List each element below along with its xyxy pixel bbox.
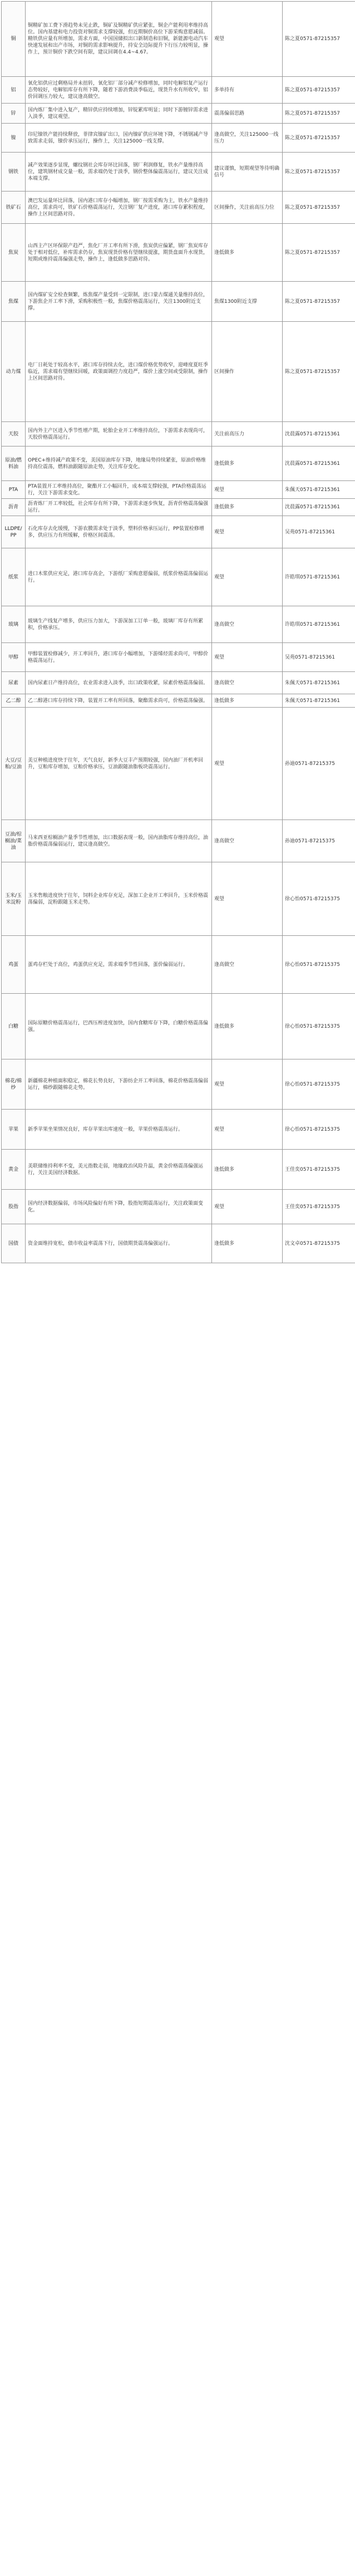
table-row [2,994,355,1059]
strategy-text-cell [212,1110,283,1150]
strategy-text-cell [212,1190,283,1224]
market-comment: 国内煤矿安全检查频繁，炼焦煤产量受到一定限制，进口蒙古煤通关量维持高位，下游焦企开工率下滑，采购积极性一般，焦煤价格震荡运行，关注1300附近支撑。 [28,292,208,311]
strategy-text-cell [212,224,283,282]
product-name: 锌 [11,111,16,116]
analyst-contact: 沈晨露0571-87215361 [285,460,355,467]
product-name-cell [2,153,26,192]
table-row [2,1059,355,1110]
market-comment-cell [26,1224,212,1263]
strategy-text-cell [212,481,283,499]
market-comment-cell [26,643,212,672]
product-name-cell [2,862,26,936]
product-name-cell [2,282,26,322]
table-body [2,2,355,1263]
product-name: 大豆/豆粕/豆油 [5,758,22,770]
strategy-text-cell [212,2,283,77]
table-row [2,77,355,104]
strategy-text: 逢低做多 [214,460,280,467]
market-comment: OPEC+维持减产政策不变，美国原油库存下降，地缘局势持续紧张，原油价格维持高位震荡，燃料油跟随原油走势，关注库存变化。 [28,458,206,470]
product-name-cell [2,192,26,224]
product-name-cell [2,104,26,124]
analyst-contact-cell [283,153,355,192]
table-row [2,1150,355,1190]
strategy-text: 逢低做多 [214,1240,280,1247]
market-comment: 石化库存去化缓慢，下游农膜需求处于淡季，塑料价格承压运行，PP装置检修增多，供应压力有所缓解，价格区间震荡。 [28,526,204,538]
analyst-contact-cell [283,446,355,481]
analyst-contact-cell [283,994,355,1059]
table-row [2,282,355,322]
product-name-cell [2,1110,26,1150]
strategy-text: 逢高做空 [214,838,280,845]
market-comment-cell [26,446,212,481]
product-name-cell [2,1150,26,1190]
market-comment: 国内外主产区进入季节性增产期，轮胎企业开工率维持高位，下游需求表现尚可，天胶价格震荡运行。 [28,428,208,440]
analyst-contact: 王佳奕0571-87215375 [285,1166,355,1173]
product-name: 铜 [11,36,16,42]
analyst-contact-cell [283,2,355,77]
commodity-research-table [1,1,355,1263]
analyst-contact: 许皓琪0571-87215361 [285,574,355,581]
strategy-text: 观望 [214,574,280,581]
analyst-contact-cell [283,672,355,694]
strategy-text-cell [212,1059,283,1110]
strategy-text: 建议谨慎，短期观望等待明确信号 [214,165,280,179]
product-name: 国债 [8,1241,18,1247]
market-comment: 美豆种植进度快于往年，天气良好，新季大豆丰产预期较强，国内油厂开机率回升，豆粕库存增加，豆粕价格承压，豆油跟随油脂板块震荡运行。 [28,758,203,770]
strategy-text-cell [212,548,283,606]
market-comment-cell [26,994,212,1059]
table-row [2,124,355,153]
strategy-text-cell [212,672,283,694]
market-comment: 澳巴发运量环比回落，国内港口库存小幅增加，钢厂按需采购为主，铁水产量维持高位，需求尚可，铁矿石价格震荡运行，关注钢厂复产进度，港口库存累积程度，操作上区间思路对待。 [28,198,208,217]
market-comment-cell [26,77,212,104]
strategy-text: 逢低做多 [214,698,280,704]
product-name: 玉米/玉米淀粉 [5,893,22,905]
market-comment: 减产效果逐步显现，螺纹钢社会库存环比回落，钢厂利润修复，铁水产量维持高位，建筑钢材成交量一般，需求端仍处于淡季，钢价整体偏震荡运行，建议关注成本端支撑。 [28,163,208,181]
market-comment-cell [26,516,212,548]
product-name-cell [2,548,26,606]
strategy-text: 观望 [214,760,280,767]
table-row [2,192,355,224]
product-name: PTA [9,487,18,493]
strategy-text-cell [212,820,283,862]
analyst-contact: 孙迪0571-87215375 [285,760,355,767]
analyst-contact: 朱佩天0571-87215361 [285,487,355,493]
table-row [2,862,355,936]
product-name: LLDPE/PP [4,526,22,538]
strategy-text: 观望 [214,487,280,493]
product-name-cell [2,499,26,516]
market-comment-cell [26,104,212,124]
market-comment: 山西主产区环保限产趋严，焦化厂开工率有所下滑，焦炭供应偏紧，钢厂焦炭库存处于相对低位，补库需求仍存，焦炭现货价格有望继续提涨，期货盘面升水现货，短期或维持震荡偏强走势，操作上，逢低做多思路对待。 [28,243,208,262]
table-row [2,820,355,862]
strategy-text-cell [212,446,283,481]
strategy-text: 多单持有 [214,87,280,94]
strategy-text: 区间操作，关注前高压力位 [214,204,280,211]
analyst-contact: 陈之夏0571-87215357 [285,87,355,94]
product-name-cell [2,2,26,77]
product-name-cell [2,481,26,499]
product-name: 镍 [11,135,16,141]
product-name-cell [2,606,26,643]
analyst-contact-cell [283,606,355,643]
strategy-text-cell [212,643,283,672]
product-name: 钢铁 [8,169,18,175]
analyst-contact: 沈晨露0571-87215361 [285,431,355,438]
market-comment-cell [26,224,212,282]
analyst-contact: 陈之夏0571-87215357 [285,249,355,256]
strategy-text: 逢高做空，关注125000一线压力 [214,131,280,145]
table-row [2,1110,355,1150]
table-row [2,224,355,282]
strategy-text: 逢高做空 [214,961,280,968]
product-name: 沥青 [8,504,18,510]
market-comment-cell [26,606,212,643]
market-comment-cell [26,2,212,77]
analyst-contact-cell [283,643,355,672]
product-name: 铁矿石 [6,205,21,210]
product-name-cell [2,820,26,862]
analyst-contact-cell [283,1224,355,1263]
analyst-contact: 吴苑0571-87215361 [285,529,355,536]
analyst-contact: 许皓琪0571-87215361 [285,621,355,628]
strategy-text-cell [212,77,283,104]
analyst-contact-cell [283,192,355,224]
market-comment: 国内尿素日产维持高位，农业需求进入淡季，出口政策收紧，尿素价格震荡偏弱。 [28,680,208,686]
market-comment: 国内炼厂集中进入复产，精锌供应持续增加，锌锭累库明显；同时下游镀锌需求进入淡季，建议观望。 [28,107,208,120]
strategy-text-cell [212,994,283,1059]
strategy-text: 焦煤1300附近支撑 [214,298,280,305]
analyst-contact-cell [283,516,355,548]
analyst-contact-cell [283,124,355,153]
analyst-contact-cell [283,1110,355,1150]
table-row [2,936,355,994]
analyst-contact: 徐心怡0571-87215375 [285,1126,355,1133]
table-row [2,672,355,694]
market-comment: 国际原糖价格震荡运行，巴西压榨进度加快，国内食糖库存下降，白糖价格震荡偏强。 [28,1020,208,1033]
market-comment: 资金面维持宽松，债市收益率震荡下行，国债期货震荡偏强运行。 [28,1241,173,1247]
product-name: 原油/燃料油 [5,458,22,470]
product-name: 白糖 [8,1024,18,1029]
analyst-contact-cell [283,1190,355,1224]
table-row [2,322,355,422]
analyst-contact: 沈晨露0571-87215361 [285,504,355,511]
product-name-cell [2,708,26,820]
product-name-cell [2,224,26,282]
analyst-contact-cell [283,499,355,516]
table-row [2,446,355,481]
market-comment-cell [26,694,212,708]
analyst-contact-cell [283,282,355,322]
analyst-contact: 陈之夏0571-87215357 [285,36,355,42]
product-name: 天胶 [8,431,18,437]
product-name-cell [2,77,26,104]
product-name-cell [2,124,26,153]
table-row [2,1190,355,1224]
analyst-contact-cell [283,1059,355,1110]
product-name: 甲醇 [8,655,18,660]
strategy-text: 关注前高压力 [214,431,280,438]
strategy-text: 逢高做空 [214,680,280,686]
strategy-text-cell [212,124,283,153]
analyst-contact: 孙迪0571-87215375 [285,838,355,845]
market-comment: 蛋鸡存栏处于高位，鸡蛋供应充足，需求端季节性回落，蛋价偏弱运行。 [28,962,188,968]
product-name: 豆油/棕榈油/菜油 [5,832,22,851]
table-row [2,643,355,672]
market-comment: 美联储维持利率不变，美元指数走弱，地缘政治风险升温，黄金价格震荡偏强运行，关注美国经济数据。 [28,1164,203,1176]
market-comment: 玻璃生产线复产增多，供应压力加大，下游深加工订单一般，玻璃厂库存有所累积，价格承压。 [28,619,203,631]
market-comment-cell [26,1059,212,1110]
analyst-contact: 王佳奕0571-87215375 [285,1204,355,1210]
strategy-text: 逢低做多 [214,504,280,511]
analyst-contact: 陈之夏0571-87215357 [285,204,355,211]
analyst-contact: 徐心怡0571-87215375 [285,896,355,902]
analyst-contact: 陈之夏0571-87215357 [285,298,355,305]
product-name-cell [2,516,26,548]
analyst-contact: 徐心怡0571-87215375 [285,1081,355,1088]
analyst-contact-cell [283,820,355,862]
table-row [2,516,355,548]
analyst-contact-cell [283,77,355,104]
analyst-contact-cell [283,224,355,282]
analyst-contact: 徐心怡0571-87215375 [285,961,355,968]
strategy-text: 区间操作 [214,369,280,375]
analyst-contact-cell [283,1150,355,1190]
product-name: 焦煤 [8,299,18,305]
table-row [2,708,355,820]
market-comment: 氧化铝供应过剩格局并未扭转，氧化铝厂部分减产检修增加，同时电解铝复产运行态势较好，电解铝库存有所下降，随着下游消费淡季临近，现货升水有所收窄，铝价回调压力较大，建议逢高做空。 [28,81,208,100]
strategy-text: 观望 [214,654,280,661]
product-name-cell [2,1224,26,1263]
market-comment: PTA装置开工率维持高位，聚酯开工小幅回升，成本端支撑较强，PTA价格震荡运行，关注下游需求变化。 [28,484,206,496]
product-name-cell [2,322,26,422]
product-name: 玻璃 [8,622,18,627]
strategy-text: 逢高做空 [214,621,280,628]
market-comment-cell [26,499,212,516]
strategy-text: 观望 [214,896,280,902]
strategy-text-cell [212,499,283,516]
table-row [2,606,355,643]
strategy-text-cell [212,192,283,224]
strategy-text-cell [212,694,283,708]
product-name: 鸡蛋 [8,962,18,968]
table-row [2,2,355,77]
product-name: 尿素 [8,680,18,686]
market-comment-cell [26,708,212,820]
market-comment-cell [26,672,212,694]
strategy-text-cell [212,862,283,936]
analyst-contact: 陈之夏0571-87215357 [285,369,355,375]
strategy-text-cell [212,936,283,994]
product-name: 棉花/棉纱 [5,1078,22,1091]
market-comment-cell [26,1190,212,1224]
table-row [2,1224,355,1263]
market-comment: 乙二醇港口库存持续下降，装置开工率有所回落，聚酯需求尚可，价格震荡偏强。 [28,698,208,704]
analyst-contact-cell [283,708,355,820]
strategy-text-cell [212,282,283,322]
market-comment: 沥青炼厂开工率较低，社会库存有所下降，下游需求逐步恢复，沥青价格震荡偏强运行。 [28,501,208,513]
market-comment-cell [26,422,212,446]
strategy-text-cell [212,516,283,548]
market-comment: 新疆棉花种植面积稳定，棉花长势良好，下游纺企开工率回落，棉花价格震荡偏弱运行，棉纱跟随棉花走势。 [28,1078,208,1091]
product-name: 苹果 [8,1127,18,1132]
market-comment: 甲醇装置检修减少，开工率回升，港口库存小幅增加，下游烯烃需求尚可，甲醇价格震荡运行。 [28,651,208,664]
strategy-text: 逢低做多 [214,1166,280,1173]
strategy-text-cell [212,606,283,643]
table-row [2,104,355,124]
market-comment-cell [26,153,212,192]
analyst-contact: 朱佩天0571-87215361 [285,698,355,704]
table-row [2,548,355,606]
product-name: 乙二醇 [6,698,21,704]
market-comment-cell [26,548,212,606]
strategy-text-cell [212,153,283,192]
table-row [2,499,355,516]
analyst-contact-cell [283,694,355,708]
strategy-text-cell [212,1224,283,1263]
product-name: 股指 [8,1204,18,1210]
product-name-cell [2,446,26,481]
strategy-text: 震荡偏弱思路 [214,110,280,117]
market-comment-cell [26,862,212,936]
market-comment-cell [26,124,212,153]
market-comment-cell [26,1110,212,1150]
product-name-cell [2,672,26,694]
strategy-text: 逢低做多 [214,1023,280,1030]
market-comment-cell [26,1150,212,1190]
product-name-cell [2,694,26,708]
strategy-text-cell [212,1150,283,1190]
analyst-contact-cell [283,862,355,936]
market-comment-cell [26,192,212,224]
strategy-text: 观望 [214,529,280,536]
market-comment-cell [26,282,212,322]
analyst-contact: 徐心怡0571-87215375 [285,1023,355,1030]
product-name: 黄金 [8,1167,18,1172]
product-name-cell [2,994,26,1059]
analyst-contact: 朱佩天0571-87215361 [285,680,355,686]
product-name: 动力煤 [6,369,21,375]
analyst-contact-cell [283,322,355,422]
market-comment: 新季苹果坐果情况良好，库存苹果出库速度一般，苹果价格震荡运行。 [28,1127,183,1132]
strategy-text: 观望 [214,1204,280,1210]
product-name-cell [2,643,26,672]
strategy-text-cell [212,322,283,422]
market-comment: 印尼镍铁产能持续释放，菲律宾镍矿出口，国内镍矿供应环境下降，不锈钢减产导致需求走弱，镍价承压运行，操作上，关注125000一线支撑。 [28,132,208,144]
market-comment: 马来西亚棕榈油产量季节性增加，出口数据表现一般，国内油脂库存维持高位，油脂价格震荡偏弱运行，建议逢高做空。 [28,835,208,847]
product-name-cell [2,422,26,446]
strategy-text-cell [212,708,283,820]
analyst-contact-cell [283,548,355,606]
table-row [2,694,355,708]
strategy-text: 观望 [214,36,280,42]
market-comment-cell [26,936,212,994]
analyst-contact: 吴苑0571-87215361 [285,654,355,661]
product-name: 纸浆 [8,575,18,580]
analyst-contact-cell [283,481,355,499]
analyst-contact-cell [283,936,355,994]
market-comment-cell [26,820,212,862]
market-comment-cell [26,322,212,422]
product-name: 铝 [11,87,16,93]
strategy-text: 观望 [214,1081,280,1088]
analyst-contact-cell [283,422,355,446]
analyst-contact: 沈文卓0571-87215375 [285,1240,355,1247]
analyst-contact: 陈之夏0571-87215357 [285,169,355,175]
analyst-contact: 陈之夏0571-87215357 [285,110,355,117]
strategy-text: 逢低做多 [214,249,280,256]
table-row [2,422,355,446]
table-row [2,153,355,192]
market-comment: 国内经济数据偏弱，市场风险偏好有所下降，股指短期震荡运行，关注政策面变化。 [28,1201,203,1213]
product-name: 焦炭 [8,250,18,256]
product-name-cell [2,1190,26,1224]
market-comment: 铜精矿加工费下滑趋势未见止跌，铜矿及铜精矿供应紧张，铜企产能利用率维持高位。国内基建和电力投资对铜需求支撑较强，但近期铜价高位下游采购意愿减弱。精铁供应量有所增加，需求方面，中国国储拟出口新制造和旧铜，新能源电动汽车快速发展和出产市场，对铜的需求影响提升，持安全边际提升下行压力较明显，操作上，预计铜价下跌空间有限，建议回调在4.4~4.67。 [28,23,208,55]
market-comment: 电厂日耗处于较高水平，港口库存持续去化，进口煤价格优势收窄，迎峰度夏旺季临近，需求端有望继续回暖，政策面调控力度趋严，煤价上涨空间或受限制，操作上区间思路对待。 [28,362,208,381]
strategy-text-cell [212,104,283,124]
product-name-cell [2,1059,26,1110]
product-name-cell [2,936,26,994]
analyst-contact-cell [283,104,355,124]
market-comment: 进口木浆供应充足，港口库存高企，下游纸厂采购意愿偏弱，纸浆价格震荡偏弱运行。 [28,571,208,583]
strategy-text: 观望 [214,1126,280,1133]
market-comment-cell [26,481,212,499]
table-row [2,481,355,499]
analyst-contact: 陈之夏0571-87215357 [285,135,355,141]
strategy-text-cell [212,422,283,446]
market-comment: 玉米售粮进度快于往年，饲料企业库存充足，深加工企业开工率回升，玉米价格震荡偏弱，淀粉跟随玉米走势。 [28,893,208,905]
